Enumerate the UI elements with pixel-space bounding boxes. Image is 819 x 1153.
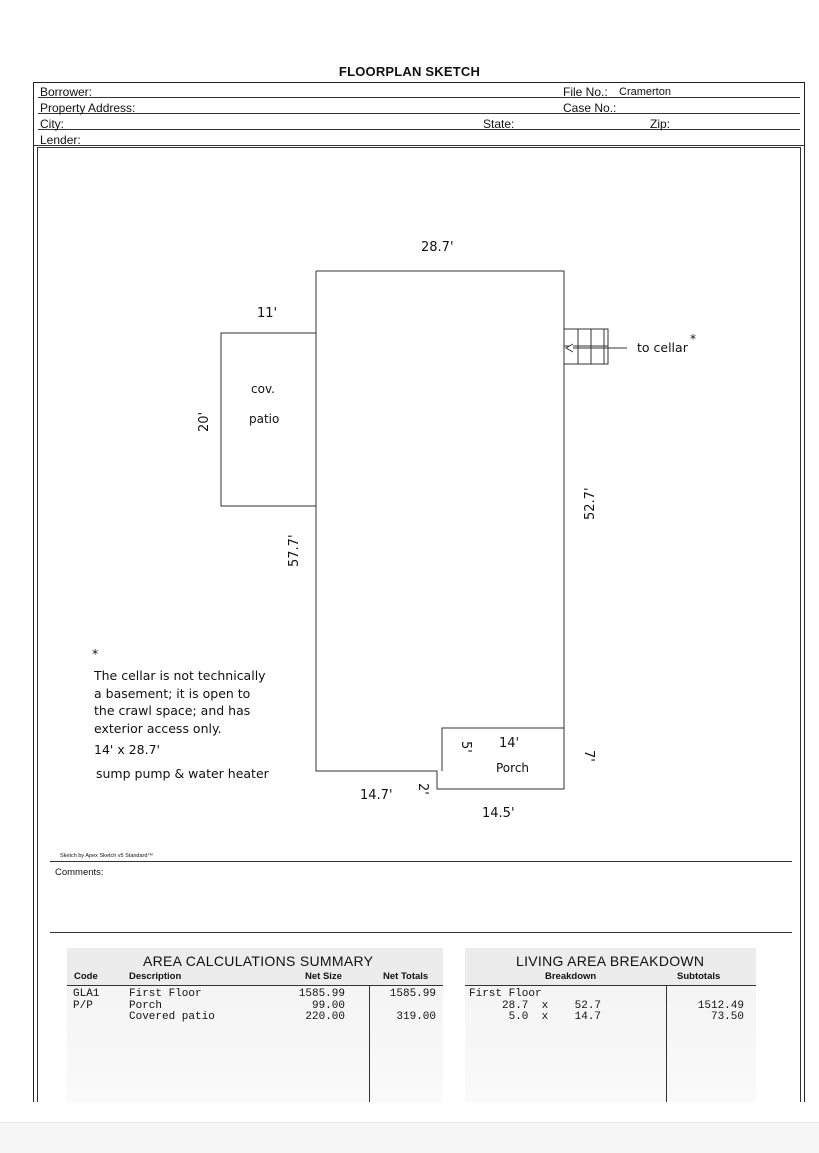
note-line: the crawl space; and has xyxy=(94,703,251,718)
cellar-asterisk: * xyxy=(690,332,696,346)
dimension-bottom-left: 14.7' xyxy=(360,788,393,803)
house-outline xyxy=(316,271,564,789)
case-no-label: Case No.: xyxy=(563,101,617,115)
dimension-porch-side: 7' xyxy=(581,750,596,762)
patio-label-line1: cov. xyxy=(251,382,275,396)
living-area-table xyxy=(465,948,756,1102)
col-subtotals: Subtotals xyxy=(677,971,721,982)
page-title: FLOORPLAN SKETCH xyxy=(338,64,481,79)
dimension-patio-side: 20' xyxy=(197,411,212,432)
breakdown-column: First Floor 28.7 x 52.7 5.0 x 14.7 xyxy=(469,988,602,1023)
comments-label: Comments: xyxy=(55,867,104,878)
note-line: The cellar is not technically xyxy=(94,668,266,683)
divider xyxy=(369,985,370,1102)
divider xyxy=(666,985,667,1102)
patio-label-line2: patio xyxy=(249,412,280,426)
code-column: GLA1 P/P xyxy=(73,988,100,1012)
net-totals-column: 1585.99 319.00 xyxy=(389,988,436,1023)
col-breakdown: Breakdown xyxy=(545,971,597,982)
dimension-left: 57.7' xyxy=(287,534,302,567)
col-code: Code xyxy=(74,971,98,982)
file-no-value: Cramerton xyxy=(619,86,671,98)
col-net-size: Net Size xyxy=(305,971,342,982)
dimension-top: 28.7' xyxy=(421,240,454,255)
borrower-label: Borrower: xyxy=(40,85,93,99)
net-size-column: 1585.99 99.00 220.00 xyxy=(298,988,345,1023)
note-line: a basement; it is open to xyxy=(94,685,251,701)
dimension-porch-top: 14' xyxy=(499,736,520,751)
note-asterisk: * xyxy=(92,646,99,661)
zip-label: Zip: xyxy=(650,117,671,131)
porch-label: Porch xyxy=(496,761,530,775)
living-area-title: LIVING AREA BREAKDOWN xyxy=(516,953,705,969)
col-description: Description xyxy=(129,971,182,982)
dimension-right: 52.7' xyxy=(583,487,598,520)
lender-label: Lender: xyxy=(40,133,81,147)
dimension-porch-inner: 5' xyxy=(458,741,473,753)
city-label: City: xyxy=(40,117,64,131)
dimension-step: 2' xyxy=(415,783,430,795)
col-net-totals: Net Totals xyxy=(383,971,429,982)
divider xyxy=(50,861,792,862)
cellar-label: to cellar xyxy=(637,340,688,355)
dimension-porch-bottom: 14.5' xyxy=(482,806,515,821)
page-footer-band xyxy=(0,1122,819,1153)
note-cellar-size: 14' x 28.7' xyxy=(94,742,160,757)
sketch-credit: Sketch by Apex Sketch v5 Standard™ xyxy=(60,853,153,859)
file-no-label: File No.: xyxy=(563,85,608,99)
dimension-patio-top: 11' xyxy=(257,306,278,321)
subtotals-column: 1512.49 73.50 xyxy=(697,999,744,1023)
note-cellar-contents: sump pump & water heater xyxy=(96,766,269,781)
divider xyxy=(67,985,443,986)
area-summary-table xyxy=(67,948,443,1102)
divider xyxy=(465,985,756,986)
address-label: Property Address: xyxy=(40,101,136,115)
state-label: State: xyxy=(483,117,515,131)
divider xyxy=(50,932,792,933)
description-column: First Floor Porch Covered patio xyxy=(129,988,215,1023)
note-line: exterior access only. xyxy=(94,720,222,736)
note-text xyxy=(94,667,266,737)
area-summary-title: AREA CALCULATIONS SUMMARY xyxy=(143,953,374,969)
